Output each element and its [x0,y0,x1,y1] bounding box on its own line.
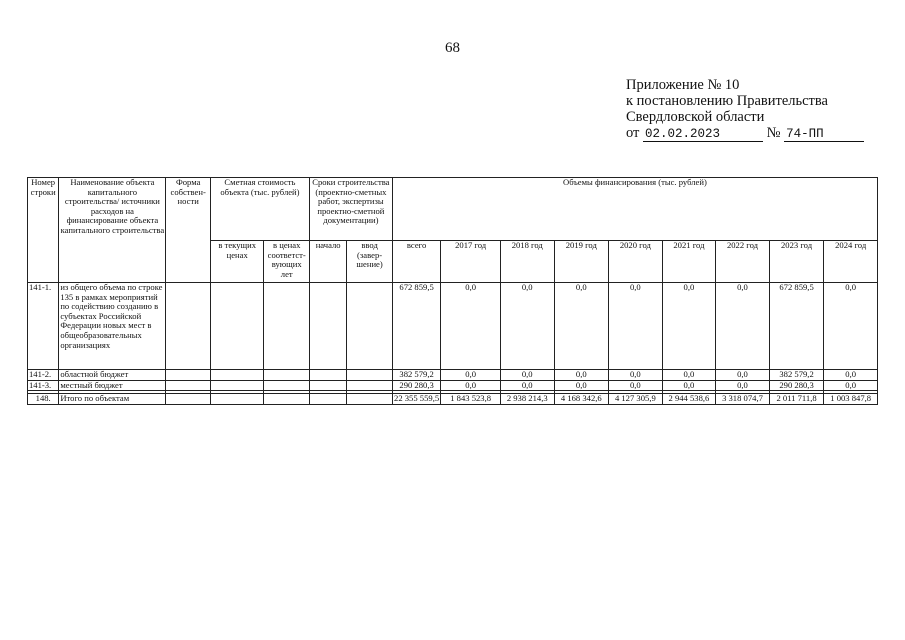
row-year-value: 0,0 [716,370,770,381]
appendix-line-2: к постановлению Правительства [626,93,828,109]
row-year-value: 0,0 [441,370,501,381]
row-year-value: 1 843 523,8 [441,394,501,405]
header-year: 2021 год [662,241,716,283]
header-year: 2023 год [769,241,824,283]
header-terms-start: начало [309,241,346,283]
row-year-value: 4 168 342,6 [554,394,609,405]
row-year-value: 0,0 [824,370,878,381]
row-year-value: 0,0 [554,370,609,381]
row-year-value: 0,0 [824,283,878,370]
appendix-title: Приложение № 10 [626,77,740,93]
header-estimate-relevant: в ценах соответст- вующих лет [264,241,309,283]
row-name: местный бюджет [59,380,166,391]
row-year-value: 0,0 [609,380,663,391]
row-year-value: 0,0 [554,380,609,391]
table-row-total [28,394,878,405]
appendix-block [626,77,864,142]
row-year-value: 3 318 074,7 [716,394,770,405]
appendix-signature-line [626,125,864,142]
row-name: областной бюджет [59,370,166,381]
header-year: 2017 год [441,241,501,283]
row-year-value: 4 127 305,9 [609,394,663,405]
row-year-value: 0,0 [662,283,716,370]
row-year-value: 0,0 [716,283,770,370]
row-year-value: 0,0 [662,370,716,381]
header-terms-end: ввод (завер- шение) [347,241,392,283]
row-year-value: 382 579,2 [769,370,824,381]
header-estimate-current: в текущих ценах [210,241,264,283]
row-total: 290 280,3 [392,380,441,391]
header-year: 2018 год [500,241,554,283]
header-row-number: Номер строки [28,178,59,283]
header-year: 2024 год [824,241,878,283]
row-year-value: 1 003 847,8 [824,394,878,405]
row-number: 141-2. [28,370,59,381]
table-row [28,283,878,370]
header-year: 2020 год [609,241,663,283]
row-year-value: 672 859,5 [769,283,824,370]
from-label: от [626,125,640,141]
row-year-value: 0,0 [500,380,554,391]
row-number: 141-1. [28,283,59,370]
row-year-value: 0,0 [500,283,554,370]
header-object-name: Наименование объекта капитального строительства/ источники расходов на финансирование объекта капитального строительства [59,178,166,283]
decree-number: 74-ПП [784,127,864,142]
row-year-value: 290 280,3 [769,380,824,391]
header-terms: Сроки строительства (проектно-сметных работ, экспертизы проектно-сметной документации) [309,178,392,241]
header-ownership: Форма собствен- ности [166,178,210,283]
table-row [28,370,878,381]
row-year-value: 0,0 [609,283,663,370]
row-year-value: 0,0 [441,283,501,370]
row-year-value: 0,0 [500,370,554,381]
header-estimate: Сметная стоимость объекта (тыс. рублей) [210,178,309,241]
row-year-value: 2 011 711,8 [769,394,824,405]
financing-table [27,177,878,405]
row-year-value: 0,0 [662,380,716,391]
header-year: 2022 год [716,241,770,283]
row-year-value: 2 938 214,3 [500,394,554,405]
table-row [28,380,878,391]
row-number: 148. [28,394,59,405]
row-name: Итого по объектам [59,394,166,405]
header-financing-volumes: Объемы финансирования (тыс. рублей) [392,178,877,241]
page-number: 68 [445,40,460,56]
decree-date: 02.02.2023 [643,127,763,142]
row-total: 382 579,2 [392,370,441,381]
row-year-value: 0,0 [609,370,663,381]
number-label: № [766,125,781,141]
row-total: 22 355 559,5 [394,393,440,404]
header-year: 2019 год [554,241,609,283]
row-name: из общего объема по строке 135 в рамках мероприятий по содействию созданию в субъектах Российской Федерации новых мест в общеобразовательных организациях [59,283,166,370]
row-year-value: 2 944 538,6 [662,394,716,405]
row-number: 141-3. [28,380,59,391]
header-total: всего [392,241,441,283]
row-year-value: 0,0 [554,283,609,370]
row-total: 672 859,5 [392,283,441,370]
row-year-value: 0,0 [716,380,770,391]
appendix-line-3: Свердловской области [626,109,765,125]
row-year-value: 0,0 [441,380,501,391]
row-year-value: 0,0 [824,380,878,391]
